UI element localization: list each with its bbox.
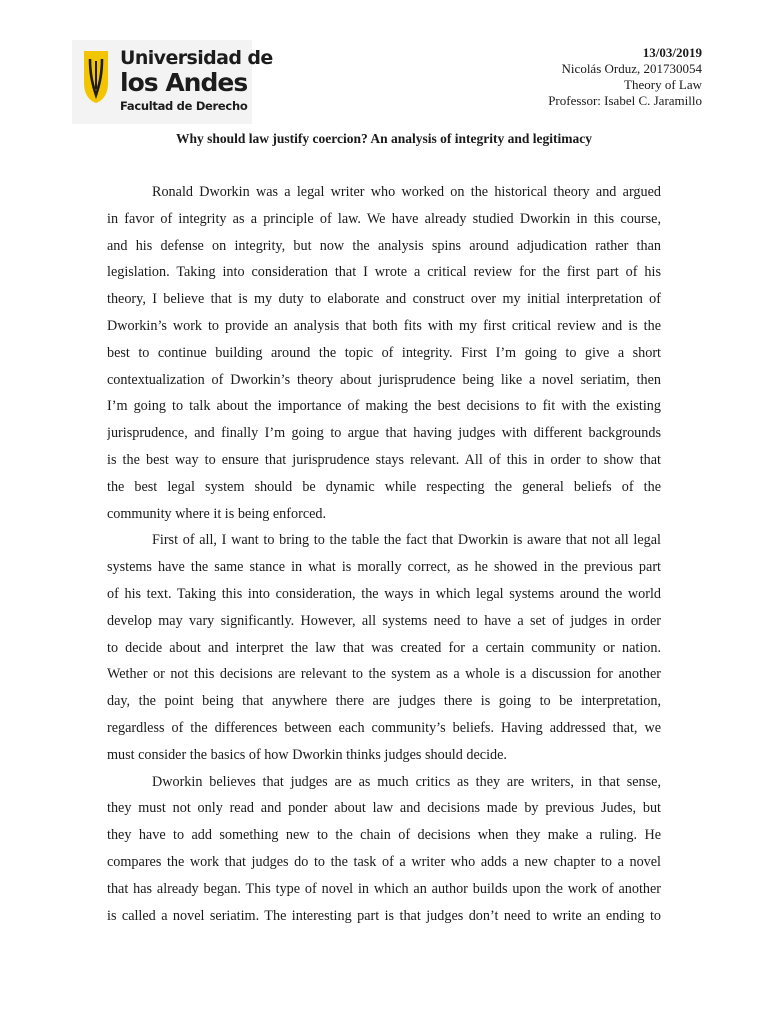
paragraph <box>107 179 661 527</box>
text-line: Wether or not this decisions are relevant to the system as a whole is a discussion for another <box>107 666 661 683</box>
course-name: Theory of Law <box>624 77 702 92</box>
text-line: day, the point being that anywhere there are judges there is going to be interpretation, <box>107 693 661 710</box>
professor-name: Professor: Isabel C. Jaramillo <box>548 93 702 108</box>
text-line: contextualization of Dworkin’s theory about jurisprudence being like a novel seriatim, then <box>107 371 661 388</box>
text-line: Ronald Dworkin was a legal writer who worked on the historical theory and argued <box>152 184 661 200</box>
text-line: legislation. Taking into consideration that I wrote a critical review for the first part of his <box>107 264 661 281</box>
logo-line-faculty: Facultad de Derecho <box>120 99 248 113</box>
text-line: and his defense on integrity, but now the analysis spins around adjudication rather than <box>107 237 661 254</box>
author-name: Nicolás Orduz, 201730054 <box>561 61 702 76</box>
paragraph <box>107 527 661 768</box>
shield-icon <box>82 49 110 105</box>
document-date: 13/03/2019 <box>642 45 702 60</box>
text-line: jurisprudence, and finally I’m going to argue that having judges with different backgrounds <box>107 425 661 442</box>
text-line: is called a novel seriatim. The interesting part is that judges don’t need to write an ending to <box>107 907 661 924</box>
text-line: I’m going to talk about the importance of making the best decisions to fit with the existing <box>107 398 661 415</box>
logo-line-university: Universidad de <box>120 47 273 69</box>
text-line: is the best way to ensure that jurisprudence stays relevant. All of this in order to show that <box>107 451 661 468</box>
document-body <box>107 179 661 929</box>
text-line: Dworkin’s work to provide an analysis that both fits with my first critical review and is the <box>107 317 661 334</box>
text-line: the best legal system should be dynamic while respecting the general beliefs of the <box>107 478 661 495</box>
text-line: regardless of the differences between each community’s beliefs. Having addressed that, we <box>107 719 661 736</box>
text-line: that has already began. This type of novel in which an author builds upon the work of another <box>107 880 661 897</box>
text-line: they must not only read and ponder about law and decisions made by previous Judes, but <box>107 800 661 817</box>
header-info <box>548 45 702 109</box>
logo-wordmark <box>120 49 273 113</box>
text-line: develop may vary significantly. However, all systems need to have a set of judges in order <box>107 612 661 629</box>
text-line: systems have the same stance in what is morally correct, as he showed in the previous part <box>107 559 661 576</box>
text-line: best to continue building around the topic of integrity. First I’m going to give a short <box>107 344 661 361</box>
text-line: First of all, I want to bring to the table the fact that Dworkin is aware that not all legal <box>152 532 661 549</box>
text-line: community where it is being enforced. <box>107 505 327 522</box>
text-line: compares the work that judges do to the task of a writer who adds a new chapter to a novel <box>107 853 661 870</box>
text-line: of his text. Taking this into consideration, the ways in which legal systems around the world <box>107 585 661 602</box>
text-line: in favor of integrity as a principle of law. We have already studied Dworkin in this course, <box>107 210 661 227</box>
logo-line-los-andes: los Andes <box>120 68 248 97</box>
text-line: theory, I believe that is my duty to elaborate and construct over my initial interpretation of <box>107 291 661 308</box>
university-logo <box>72 40 273 124</box>
text-line: they have to add something new to the chain of decisions when they make a ruling. He <box>107 827 661 844</box>
text-line: to decide about and interpret the law that was created for a certain community or nation. <box>107 639 661 656</box>
document-title: Why should law justify coercion? An analysis of integrity and legitimacy <box>175 131 593 146</box>
text-line: Dworkin believes that judges are as much critics as they are writers, in that sense, <box>152 773 661 790</box>
text-line: must consider the basics of how Dworkin thinks judges should decide. <box>107 746 507 763</box>
paragraph <box>107 769 661 930</box>
